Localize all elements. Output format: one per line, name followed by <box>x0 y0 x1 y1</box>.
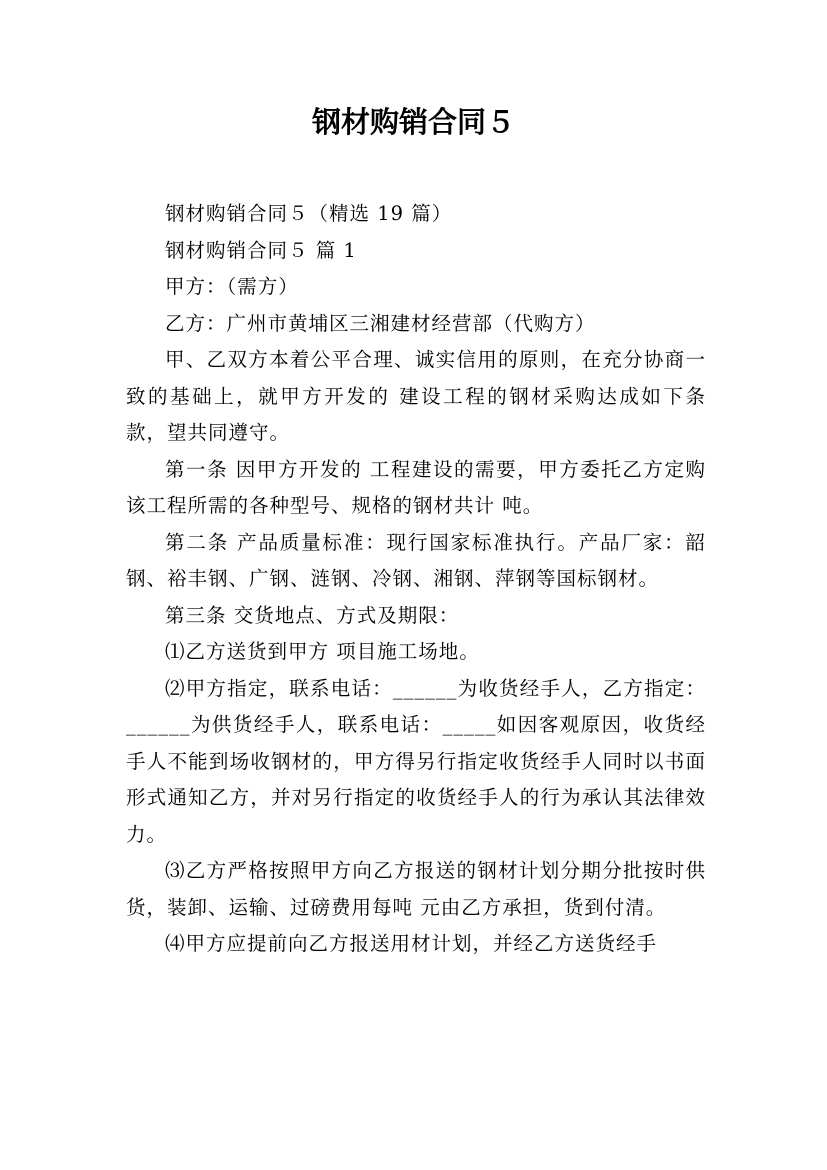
document-body <box>126 196 706 963</box>
paragraph-article-1: 第一条 因甲方开发的 工程建设的需要，甲方委托乙方定购该工程所需的各种型号、规格的钢材共计 吨。 <box>126 457 706 517</box>
paragraph-section-heading: 钢材购销合同５ 篇 1 <box>165 238 357 262</box>
paragraph-party-b: 乙方：广州市黄埔区三湘建材经营部（代购方） <box>165 311 596 335</box>
paragraph-clause-4: ⑷甲方应提前向乙方报送用材计划，并经乙方送货经手 <box>165 932 658 955</box>
paragraph-party-a: 甲方：（需方） <box>165 275 299 298</box>
paragraph-subtitle: 钢材购销合同５（精选 19 篇） <box>165 202 453 225</box>
paragraph-article-2: 第二条 产品质量标准：现行国家标准执行。产品厂家：韶钢、裕丰钢、广钢、涟钢、冷钢、湘钢、萍钢等国标钢材。 <box>126 530 706 590</box>
paragraph-clause-1: ⑴乙方送货到甲方 项目施工场地。 <box>165 640 480 663</box>
paragraph-article-3: 第三条 交货地点、方式及期限： <box>165 603 460 627</box>
paragraph-preamble: 甲、乙双方本着公平合理、诚实信用的原则，在充分协商一致的基础上，就甲方开发的 建设工程的钢材采购达成如下条款，望共同遵守。 <box>126 348 706 444</box>
document-title: 钢材购销合同５ <box>311 105 515 139</box>
paragraph-clause-3: ⑶乙方严格按照甲方向乙方报送的钢材计划分期分批按时供货，装卸、运输、过磅费用每吨 元由乙方承担，货到付清。 <box>126 859 706 919</box>
paragraph-clause-2: ⑵甲方指定，联系电话：______为收货经手人，乙方指定：______为供货经手人，联系电话：_____如因客观原因，收货经手人不能到场收钢材的，甲方得另行指定收货经手人同时以书面形式通知乙方，并对另行指定的收货经手人的行为承认其法律效力。 <box>126 676 706 846</box>
